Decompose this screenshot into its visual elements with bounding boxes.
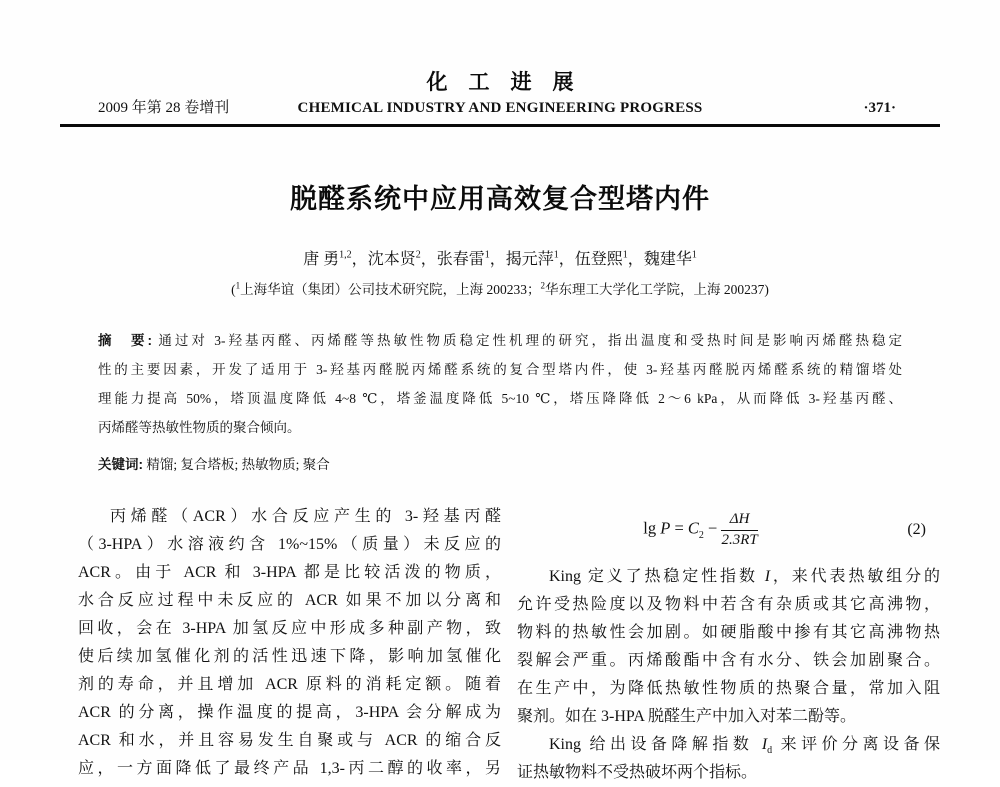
author-name: 魏建华	[643, 251, 692, 268]
author-name: 伍登熙	[574, 251, 623, 268]
abstract-line	[98, 326, 902, 355]
body-line: （3-HPA）水溶液约含 1%~15%（质量）未反应的	[78, 536, 501, 553]
affiliation-line: ($^1$上海华谊（集团）公司技术研究院，上海 200233；$^2$华东理工大学化工学院，上海 200237)	[231, 280, 769, 297]
equation-row	[517, 505, 940, 555]
equation-number: (2)	[907, 521, 926, 538]
header-rule	[60, 124, 940, 127]
body-column-right	[517, 503, 940, 787]
body-line: 回收，会在 3-HPA 加氢反应中形成多种副产物，致	[78, 620, 501, 637]
author-name: 张春雷	[436, 251, 485, 268]
page-number: ·371·	[863, 100, 896, 116]
abstract-line: 丙烯醛等热敏性物质的聚合倾向。	[98, 420, 301, 435]
body-line: 剂的寿命，并且增加 ACR 原料的消耗定额。随着	[78, 676, 501, 693]
body-line: 聚剂。如在 3-HPA 脱醛生产中加入对苯二酚等。	[517, 708, 856, 725]
keywords-line	[98, 450, 902, 479]
abstract-line: 理能力提高 50%，塔顶温度降低 4~8 ℃，塔釜温度降低 5~10 ℃，塔压降降低 2～6 kPa，从而降低 3-羟基丙醛、	[98, 391, 902, 406]
abstract-label: 摘 要:	[98, 333, 152, 348]
body-line: 证热敏物料不受热破坏两个指标。	[517, 764, 758, 781]
fraction: $\frac{\Delta H}{2.3RT}$	[721, 511, 758, 548]
body-columns	[60, 503, 940, 787]
author-name: 揭元萍	[505, 251, 554, 268]
author-name: 唐 勇	[303, 251, 340, 268]
journal-masthead-en: CHEMICAL INDUSTRY AND ENGINEERING PROGRESS	[297, 100, 703, 116]
abstract-block	[60, 326, 940, 479]
keywords-text: 精馏; 复合塔板; 热敏物质; 聚合	[146, 457, 330, 472]
body-column-left	[78, 503, 501, 787]
body-line: 水合反应过程中未反应的 ACR 如果不加以分离和	[78, 592, 501, 609]
body-line: ACR 的分离，操作温度的提高，3-HPA 会分解成为	[78, 704, 501, 721]
abstract-text: 通过对 3-羟基丙醛、丙烯醛等热敏性物质稳定性机理的研究，指出温度和受热时间是影响丙烯醛热稳定	[158, 333, 902, 348]
article-title: 脱醛系统中应用高效复合型塔内件	[290, 184, 710, 214]
authors-line: 唐 勇$^{1,2}$，沈本贤$^2$，张春雷$^1$，揭元萍$^1$，伍登熙$^1$，魏建华$^1$	[303, 249, 697, 268]
body-line: 使后续加氢催化剂的活性迅速下降，影响加氢催化	[78, 648, 501, 665]
body-line: King 给出设备降解指数 $I_d$ 来评价分离设备保	[549, 736, 940, 757]
body-line: 丙烯醛（ACR）水合反应产生的 3-羟基丙醛	[110, 508, 501, 525]
equation: $\lg P = C_2$ − $\frac{\Delta H}{2.3RT}$	[643, 511, 758, 548]
abstract-line: 性的主要因素，开发了适用于 3-羟基丙醛脱丙烯醛系统的复合型塔内件，使 3-羟基丙醛脱丙烯醛系统的精馏塔处	[98, 362, 902, 377]
body-line: 裂解会严重。丙烯酸酯中含有水分、铁会加剧聚合。	[517, 652, 940, 669]
page-content	[60, 0, 940, 787]
body-line: 物料的热敏性会加剧。如硬脂酸中掺有其它高沸物热	[517, 624, 940, 641]
body-line: 应，一方面降低了最终产品 1,3-丙二醇的收率，另	[78, 760, 501, 777]
body-line: 在生产中，为降低热敏性物质的热聚合量，常加入阻	[517, 680, 940, 697]
author-name: 沈本贤	[367, 251, 416, 268]
body-line: 允许受热险度以及物料中若含有杂质或其它高沸物，	[517, 596, 940, 613]
body-line: ACR。由于 ACR 和 3-HPA 都是比较活泼的物质，	[78, 564, 501, 581]
journal-masthead-cn: 化 工 进 展	[426, 71, 574, 94]
keywords-label: 关键词:	[98, 457, 143, 472]
body-line: ACR 和水，并且容易发生自聚或与 ACR 的缩合反	[78, 732, 501, 749]
journal-issue: 2009 年第 28 卷增刊	[98, 100, 230, 116]
journal-header-row	[60, 97, 940, 119]
body-line: King 定义了热稳定性指数 I，来代表热敏组分的	[549, 568, 940, 585]
